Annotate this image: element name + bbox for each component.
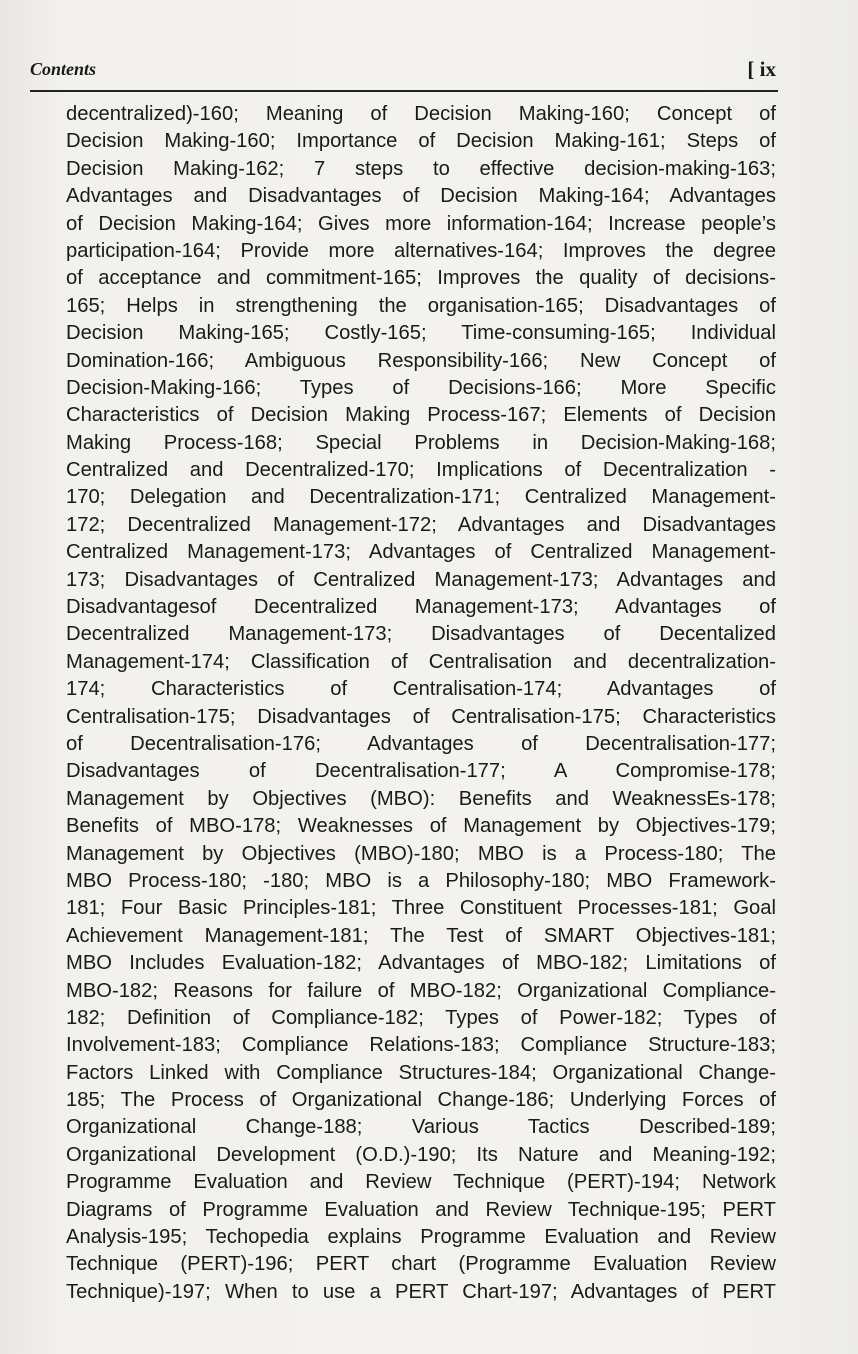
text-line: 172; Decentralized Management-172; Advantages and Disadvantages — [66, 513, 776, 536]
text-line: Organizational Change-188; Various Tactics Described-189; — [66, 1116, 776, 1139]
section-title: Contents — [30, 59, 97, 79]
text-line: Centralisation-175; Disadvantages of Centralisation-175; Characteristics — [66, 705, 776, 728]
text-line: Centralized and Decentralized-170; Implications of Decentralization - — [66, 459, 776, 482]
text-line: 173; Disadvantages of Centralized Management-173; Advantages and — [66, 568, 776, 591]
text-line: of Decentralisation-176; Advantages of Decentralisation-177; — [66, 732, 776, 755]
text-line: Decision Making-162; 7 steps to effective decision-making-163; — [66, 157, 776, 180]
text-line: Management by Objectives (MBO)-180; MBO is a Process-180; The — [66, 842, 776, 865]
text-line: of Decision Making-164; Gives more information-164; Increase people’s — [66, 212, 776, 235]
text-line: 185; The Process of Organizational Change-186; Underlying Forces of — [66, 1089, 776, 1112]
text-line: Analysis-195; Techopedia explains Programme Evaluation and Review — [66, 1226, 776, 1249]
text-line: Decision Making-160; Importance of Decision Making-161; Steps of — [66, 130, 776, 153]
text-line: Factors Linked with Compliance Structures-184; Organizational Change- — [66, 1061, 776, 1084]
text-line: Domination-166; Ambiguous Responsibility-166; New Concept of — [66, 349, 776, 372]
contents-text — [66, 101, 776, 1306]
text-line: Technique)-197; When to use a PERT Chart-197; Advantages of PERT — [66, 1280, 776, 1303]
text-line: MBO Process-180; -180; MBO is a Philosophy-180; MBO Framework- — [66, 869, 776, 892]
text-line: Disadvantages of Decentralisation-177; A Compromise-178; — [66, 760, 776, 783]
page-number: [ ix — [747, 57, 776, 81]
text-line: Advantages and Disadvantages of Decision Making-164; Advantages — [66, 185, 776, 208]
text-line: decentralized)-160; Meaning of Decision Making-160; Concept of — [66, 103, 776, 125]
text-line: Management by Objectives (MBO): Benefits and WeaknessEs-178; — [66, 787, 776, 810]
text-line: Technique (PERT)-196; PERT chart (Programme Evaluation Review — [66, 1253, 776, 1276]
text-line: participation-164; Provide more alternatives-164; Improves the degree — [66, 239, 776, 262]
running-header — [30, 55, 776, 85]
text-line: Making Process-168; Special Problems in Decision-Making-168; — [66, 431, 776, 454]
text-line: Disadvantagesof Decentralized Management-173; Advantages of — [66, 596, 776, 619]
text-line: 165; Helps in strengthening the organisation-165; Disadvantages of — [66, 294, 776, 317]
header-divider — [30, 90, 778, 92]
text-line: 174; Characteristics of Centralisation-174; Advantages of — [66, 678, 776, 701]
text-line: Achievement Management-181; The Test of SMART Objectives-181; — [66, 924, 776, 947]
text-line: Decision Making-165; Costly-165; Time-consuming-165; Individual — [66, 322, 776, 345]
text-line: Centralized Management-173; Advantages of Centralized Management- — [66, 541, 776, 564]
text-line: MBO-182; Reasons for failure of MBO-182; Organizational Compliance- — [66, 979, 776, 1002]
text-line: Management-174; Classification of Centralisation and decentralization- — [66, 650, 776, 673]
text-line: Programme Evaluation and Review Technique (PERT)-194; Network — [66, 1171, 776, 1194]
text-line: Benefits of MBO-178; Weaknesses of Management by Objectives-179; — [66, 815, 776, 838]
text-line: Decision-Making-166; Types of Decisions-166; More Specific — [66, 376, 776, 399]
text-line: Organizational Development (O.D.)-190; Its Nature and Meaning-192; — [66, 1143, 776, 1166]
text-line: Characteristics of Decision Making Process-167; Elements of Decision — [66, 404, 776, 427]
text-line: Involvement-183; Compliance Relations-183; Compliance Structure-183; — [66, 1034, 776, 1057]
text-line: MBO Includes Evaluation-182; Advantages of MBO-182; Limitations of — [66, 952, 776, 975]
text-line: 181; Four Basic Principles-181; Three Constituent Processes-181; Goal — [66, 897, 776, 920]
text-line: 182; Definition of Compliance-182; Types of Power-182; Types of — [66, 1006, 776, 1029]
text-line: Decentralized Management-173; Disadvantages of Decentalized — [66, 623, 776, 646]
text-line: of acceptance and commitment-165; Improves the quality of decisions- — [66, 267, 776, 290]
text-line: 170; Delegation and Decentralization-171; Centralized Management- — [66, 486, 776, 509]
text-line: Diagrams of Programme Evaluation and Review Technique-195; PERT — [66, 1198, 776, 1221]
